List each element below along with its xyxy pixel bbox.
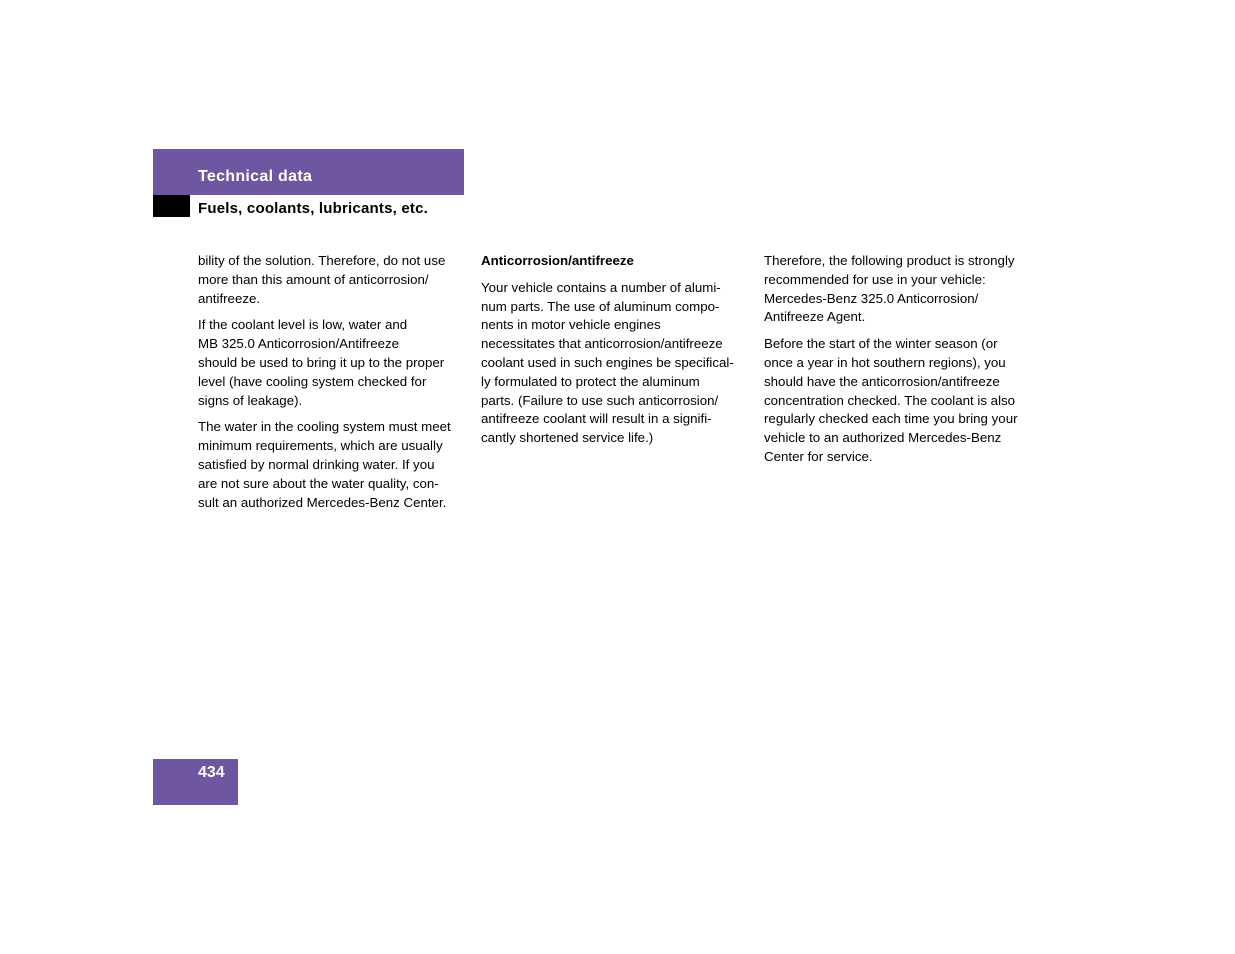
text-column-2 bbox=[481, 252, 749, 456]
text-column-3 bbox=[764, 252, 1032, 475]
paragraph: Your vehicle contains a number of alumi- num parts. The use of aluminum compo- nents in motor vehicle engines necessitates that anticorrosion/antifreeze coolant used in such engines be specifical- ly formulated to protect the aluminum parts. (Failure to use such anticorrosion/ antifreeze coolant will result in a signifi- cantly shortened service life.) bbox=[481, 279, 734, 446]
subsection-title: Fuels, coolants, lubricants, etc. bbox=[198, 200, 428, 217]
page-number: 434 bbox=[198, 764, 225, 781]
paragraph: bility of the solution. Therefore, do not use more than this amount of anticorrosion/ antifreeze. bbox=[198, 253, 446, 306]
text-column-1 bbox=[198, 252, 464, 520]
paragraph: Before the start of the winter season (or once a year in hot southern regions), you should have the anticorrosion/antifreeze concentration checked. The coolant is also regularly checked each time you bring your vehicle to an authorized Mercedes-Benz Center for service. bbox=[764, 336, 1018, 464]
column-heading: Anticorrosion/antifreeze bbox=[481, 253, 634, 268]
page-number-box bbox=[153, 759, 238, 805]
paragraph: The water in the cooling system must meet minimum requirements, which are usually satisfied by normal drinking water. If you are not sure about the water quality, con- sult an authorized Mercedes-Benz Center. bbox=[198, 419, 451, 510]
section-tab-marker bbox=[153, 195, 190, 217]
paragraph: If the coolant level is low, water and MB 325.0 Anticorrosion/Antifreeze should be used to bring it up to the proper level (have cooling system checked for signs of leakage). bbox=[198, 317, 445, 408]
paragraph: Therefore, the following product is strongly recommended for use in your vehicle: Mercedes-Benz 325.0 Anticorrosion/ Antifreeze Agent. bbox=[764, 253, 1015, 325]
section-title: Technical data bbox=[198, 168, 313, 185]
